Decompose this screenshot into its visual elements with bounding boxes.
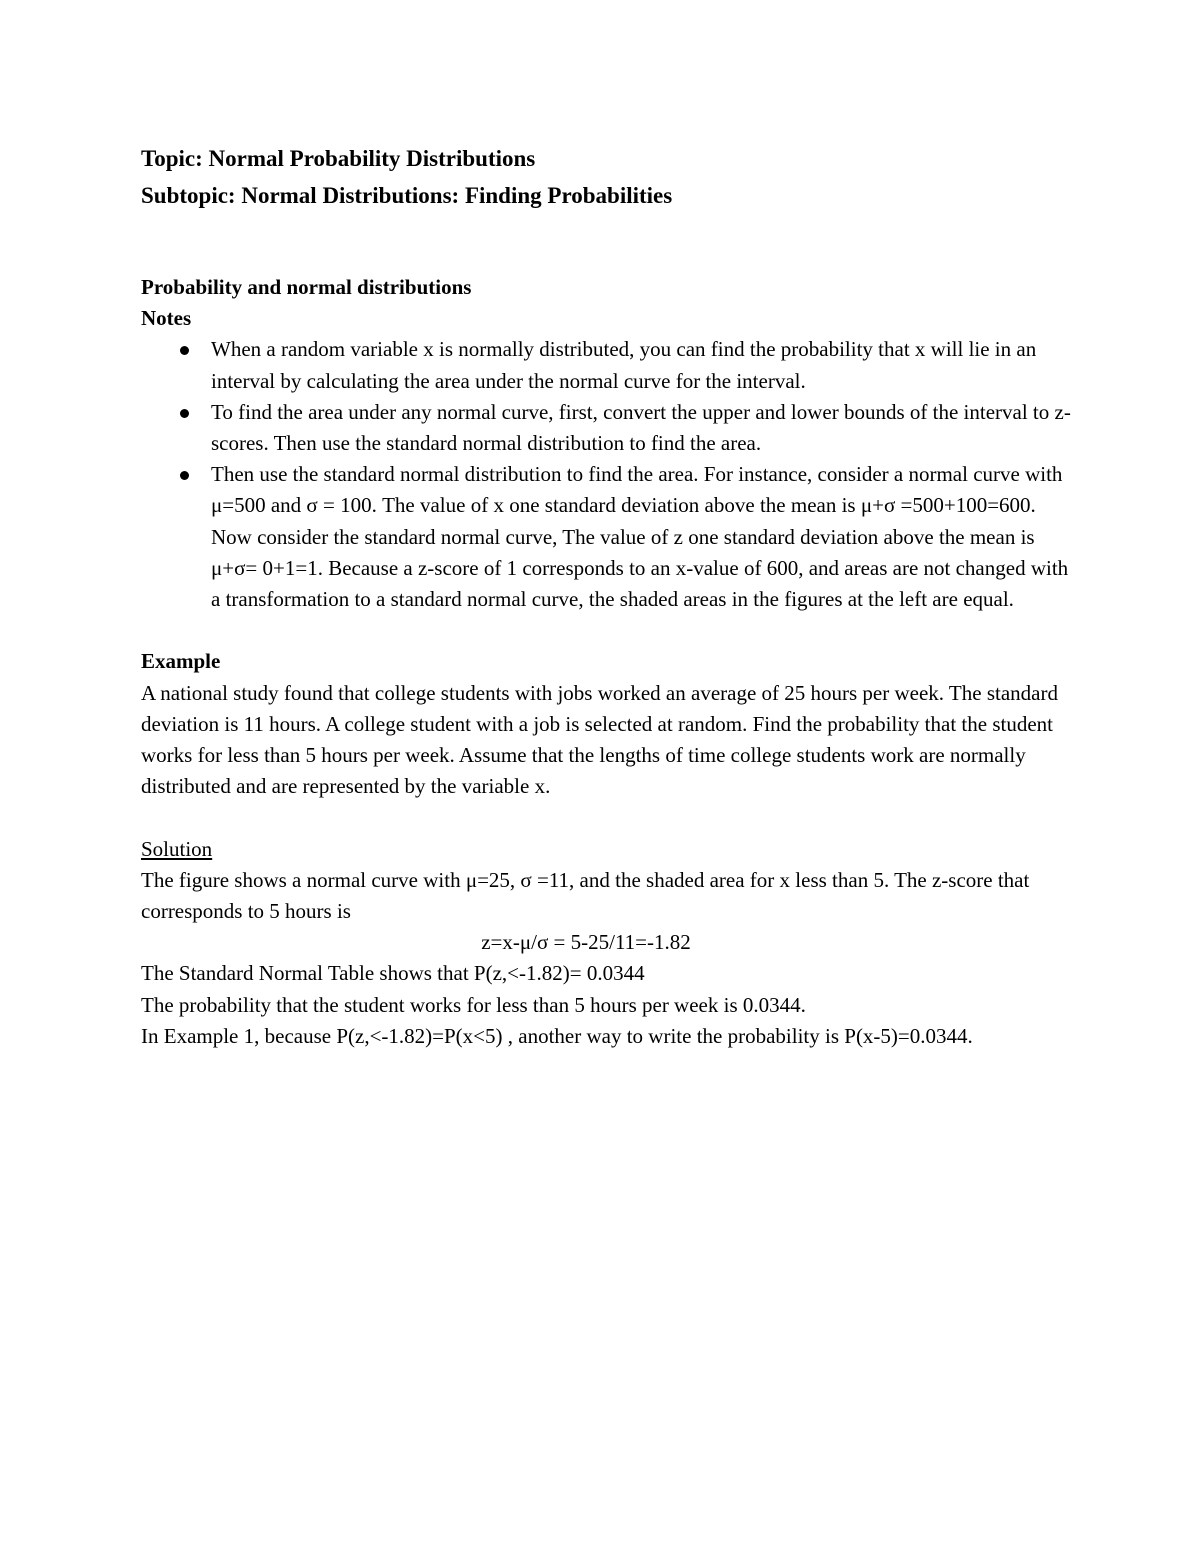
- example-text: A national study found that college students with jobs worked an average of 25 hours per week. The standard deviation is 11 hours. A college student with a job is selected at random. Find the probability that the student works for less than 5 hours per week. Assume that the lengths of time college students work are normally distributed and are represented by the variable x.: [141, 680, 1058, 799]
- bullet-icon: [180, 409, 189, 418]
- document-page: [141, 140, 1071, 1052]
- list-item: [141, 459, 1071, 615]
- probability-result: The probability that the student works for less than 5 hours per week is 0.0344.: [141, 992, 806, 1017]
- table-result: The Standard Normal Table shows that P(z,<-1.82)= 0.0344: [141, 961, 645, 986]
- notes-label: Notes: [141, 306, 192, 331]
- section-title: Probability and normal distributions: [141, 275, 472, 299]
- notes-list: [141, 334, 1071, 615]
- solution-label: Solution: [141, 836, 213, 861]
- list-item: [141, 334, 1071, 396]
- closing-text: In Example 1, because P(z,<-1.82)=P(x<5) , another way to write the probability is P(x-5)=0.0344.: [141, 1023, 973, 1048]
- note-text: When a random variable x is normally distributed, you can find the probability that x will lie in an interval by calculating the area under the normal curve for the interval.: [211, 337, 1037, 393]
- spacer: [141, 802, 1071, 833]
- bullet-icon: [180, 471, 189, 480]
- example-title: Example: [141, 649, 221, 674]
- list-item: [141, 397, 1071, 459]
- z-score-formula: z=x-μ/σ = 5-25/11=-1.82: [481, 930, 691, 955]
- note-text: Then use the standard normal distribution to find the area. For instance, consider a normal curve with μ=500 and σ = 100. The value of x one standard deviation above the mean is μ+σ =500+100=600. Now consider the standard normal curve, The value of z one standard deviation above the mean is μ+σ= 0+1=1. Because a z-score of 1 corresponds to an x-value of 600, and areas are not changed with a transformation to a standard normal curve, the shaded areas in the figures at the left are equal.: [211, 462, 1069, 612]
- solution-intro: The figure shows a normal curve with μ=25, σ =11, and the shaded area for x less than 5. The z-score that corresponds to 5 hours is: [141, 867, 1030, 924]
- spacer: [141, 214, 1071, 272]
- topic-heading: Topic: Normal Probability Distributions: [141, 146, 536, 171]
- note-text: To find the area under any normal curve, first, convert the upper and lower bounds of the interval to z-scores. Then use the standard normal distribution to find the area.: [211, 399, 1071, 456]
- spacer: [141, 615, 1071, 646]
- bullet-icon: [180, 346, 189, 355]
- subtopic-heading: Subtopic: Normal Distributions: Finding Probabilities: [141, 183, 673, 208]
